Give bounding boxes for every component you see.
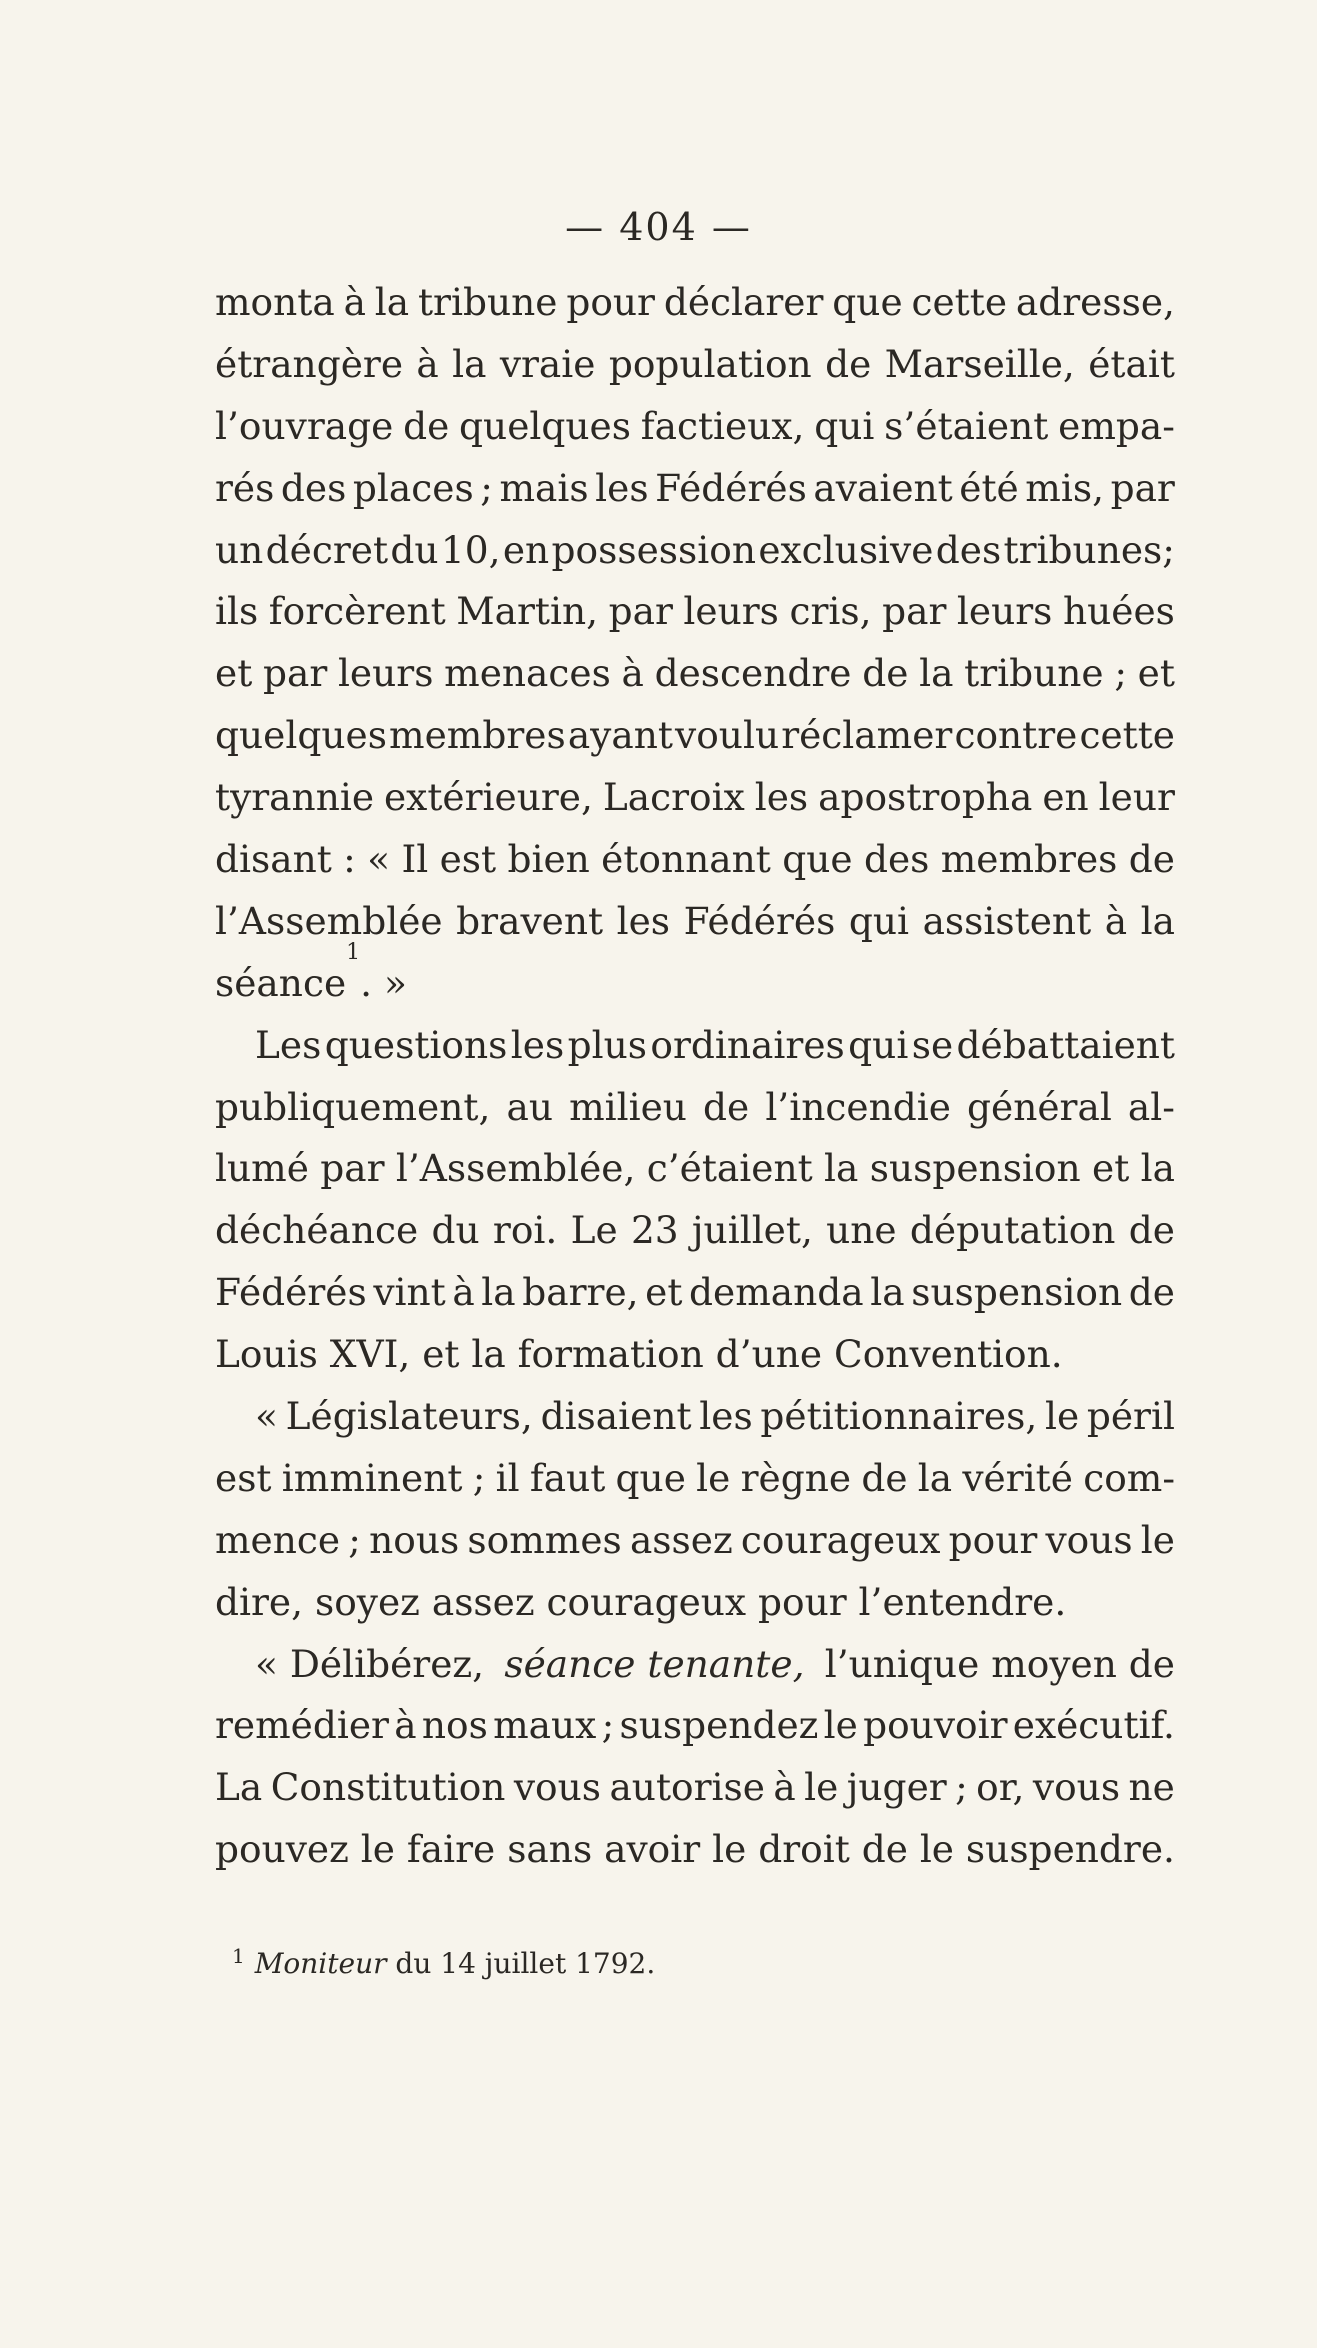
- text-line: et par leurs menaces à descendre de la tribune ; et: [215, 651, 1175, 696]
- footnote-source: Moniteur: [254, 1947, 387, 1980]
- paragraph-1: [215, 272, 1175, 1015]
- paragraph-2: [215, 1015, 1175, 1386]
- text-line: « Législateurs, disaient les pétitionnaires, le péril: [255, 1394, 1175, 1439]
- italic-run: séance tenante,: [504, 1641, 805, 1686]
- text-run: séance: [215, 960, 347, 1005]
- text-line: publiquement, au milieu de l’incendie général al-: [215, 1084, 1175, 1129]
- text-run: l’unique moyen de: [824, 1641, 1175, 1686]
- footnote-mark: 1: [232, 1944, 245, 1968]
- footnote-reference: 1: [346, 939, 361, 965]
- text-line: disant : « Il est bien étonnant que des membres de: [215, 837, 1175, 882]
- text-line: étrangère à la vraie population de Marseille, était: [215, 341, 1175, 386]
- text-line: tyrannie extérieure, Lacroix les apostropha en leur: [215, 775, 1175, 820]
- text-run: « Délibérez,: [255, 1641, 485, 1686]
- text-line: dire, soyez assez courageux pour l’entendre.: [215, 1579, 1067, 1624]
- footnote: [232, 1936, 1132, 1984]
- paragraph-4: [215, 1634, 1175, 1882]
- text-line: déchéance du roi. Le 23 juillet, une députation de: [215, 1208, 1175, 1253]
- paragraph-3: [215, 1386, 1175, 1634]
- text-line: [215, 1634, 1175, 1696]
- text-line: La Constitution vous autorise à le juger ; or, vous ne: [215, 1765, 1175, 1810]
- text-line: pouvez le faire sans avoir le droit de le suspendre.: [215, 1827, 1175, 1872]
- text-line: lumé par l’Assemblée, c’étaient la suspension et la: [215, 1146, 1175, 1191]
- text-line: monta à la tribune pour déclarer que cette adresse,: [215, 280, 1175, 324]
- text-line: Louis XVI, et la formation d’une Convention.: [215, 1332, 1063, 1377]
- footnote-text: du 14 juillet 1792.: [395, 1947, 656, 1980]
- text-run: . »: [360, 960, 407, 1005]
- text-line: est imminent ; il faut que le règne de la vérité com-: [215, 1455, 1175, 1500]
- text-line: Fédérés vint à la barre, et demanda la suspension de: [215, 1270, 1175, 1315]
- text-line: quelques membres ayant voulu réclamer contre cette: [215, 713, 1175, 758]
- text-line: remédier à nos maux ; suspendez le pouvoir exécutif.: [215, 1703, 1175, 1748]
- text-line: rés des places ; mais les Fédérés avaient été mis, par: [215, 465, 1175, 510]
- text-line: [215, 939, 1175, 1015]
- text-line: l’Assemblée bravent les Fédérés qui assistent à la: [215, 898, 1175, 943]
- text-line: mence ; nous sommes assez courageux pour vous le: [215, 1517, 1175, 1562]
- text-line: ils forcèrent Martin, par leurs cris, par leurs huées: [215, 589, 1175, 634]
- text-line: Les questions les plus ordinaires qui se débattaient: [255, 1022, 1175, 1067]
- body-text: [215, 272, 1175, 1881]
- page-number: — 404 —: [565, 205, 752, 249]
- text-line: l’ouvrage de quelques factieux, qui s’étaient empa-: [215, 403, 1175, 448]
- text-line: un décret du 10, en possession exclusive des tribunes;: [215, 527, 1175, 572]
